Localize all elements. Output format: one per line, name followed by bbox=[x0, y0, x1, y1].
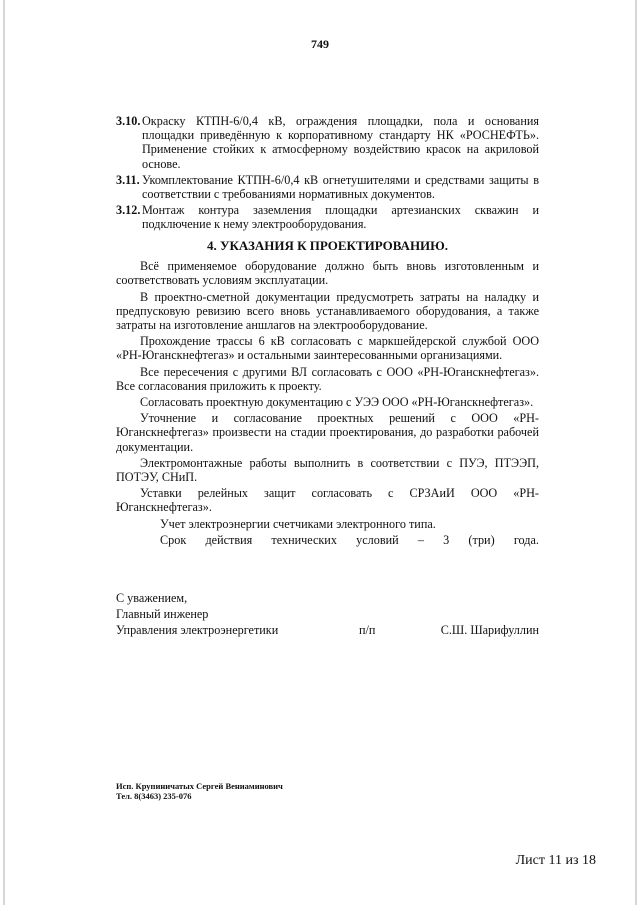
section-4 bbox=[116, 239, 539, 547]
list-item bbox=[116, 114, 539, 171]
signer-title: Главный инженер bbox=[116, 607, 209, 621]
executor-block bbox=[116, 781, 283, 801]
paragraph: Всё применяемое оборудование должно быть вновь изготовленным и соответствовать условиям эксплуатации. bbox=[116, 259, 539, 288]
paragraph: Уточнение и согласование проектных решений с ООО «РН-Юганскнефтегаз» произвести на стадии проектирования, до разработки рабочей документации. bbox=[116, 411, 539, 454]
item-number: 3.11. bbox=[116, 172, 140, 187]
scan-edge-left bbox=[3, 0, 5, 905]
metering-line: Учет электроэнергии счетчиками электронного типа. bbox=[160, 516, 436, 531]
scan-edge-right bbox=[635, 0, 637, 905]
item-text: Укомплектование КТПН-6/0,4 кВ огнетушителями и средствами защиты в соответствии с требованиями нормативных документов. bbox=[142, 172, 539, 202]
signer-name: С.Ш. Шарифуллин bbox=[440, 623, 539, 637]
signature-block bbox=[116, 590, 539, 638]
signature-mark: п/п bbox=[359, 623, 376, 637]
item-number: 3.10. bbox=[116, 114, 141, 128]
validity-word: действия bbox=[205, 532, 253, 547]
signature-row bbox=[116, 622, 539, 638]
list-item bbox=[116, 173, 539, 201]
validity-word: (три) bbox=[468, 532, 495, 547]
validity-word: года. bbox=[513, 532, 539, 547]
regards: С уважением, bbox=[116, 591, 188, 605]
sheet-label: Лист 11 из 18 bbox=[515, 853, 596, 868]
section-title: 4. УКАЗАНИЯ К ПРОЕКТИРОВАНИЮ. bbox=[206, 238, 449, 253]
validity-word: условий bbox=[356, 532, 399, 547]
list-item bbox=[116, 203, 539, 231]
signer-department: Управления электроэнергетики bbox=[116, 623, 279, 637]
validity-word: Срок bbox=[160, 532, 187, 547]
executor-name: Исп. Крупиничатых Сергей Вениаминович bbox=[116, 781, 283, 791]
validity-word: – bbox=[417, 532, 424, 547]
executor-phone: Тел. 8(3463) 235-076 bbox=[116, 791, 192, 801]
validity-line bbox=[116, 533, 539, 547]
paragraph: Прохождение трассы 6 кВ согласовать с маркшейдерской службой ООО «РН-Юганскнефтегаз» и остальными заинтересованными организациями. bbox=[116, 334, 539, 363]
paragraph: Все пересечения с другими ВЛ согласовать с ООО «РН-Юганскнефтегаз». Все согласования приложить к проекту. bbox=[116, 364, 539, 393]
paragraph: Электромонтажные работы выполнить в соответствии с ПУЭ, ПТЭЭП, ПОТЭУ, СНиП. bbox=[116, 455, 539, 485]
validity-word: технических bbox=[271, 532, 337, 547]
page-number: 749 bbox=[311, 37, 329, 51]
validity-word: 3 bbox=[443, 532, 450, 547]
paragraph: Согласовать проектную документацию с УЭЭ ООО «РН-Юганскнефтегаз». bbox=[140, 395, 534, 410]
paragraph: Уставки релейных защит согласовать с СРЗАиИ ООО «РН-Юганскнефтегаз». bbox=[116, 486, 539, 515]
item-text: Монтаж контура заземления площадки артезианских скважин и подключение к нему электрооборудования. bbox=[142, 203, 539, 232]
numbered-items bbox=[116, 114, 539, 232]
paragraph: В проектно-сметной документации предусмотреть затраты на наладку и предпусковую ревизию всего вновь устанавливаемого оборудования, а также затраты на изготовление аншлагов на электрооборудование. bbox=[116, 289, 539, 333]
item-number: 3.12. bbox=[116, 203, 141, 218]
item-text: Окраску КТПН-6/0,4 кВ, ограждения площадки, пола и основания площадки приведённую к корпоративному стандарту НК «РОСНЕФТЬ». Применение стойких к атмосферному воздействию красок на акриловой основе. bbox=[142, 114, 539, 171]
